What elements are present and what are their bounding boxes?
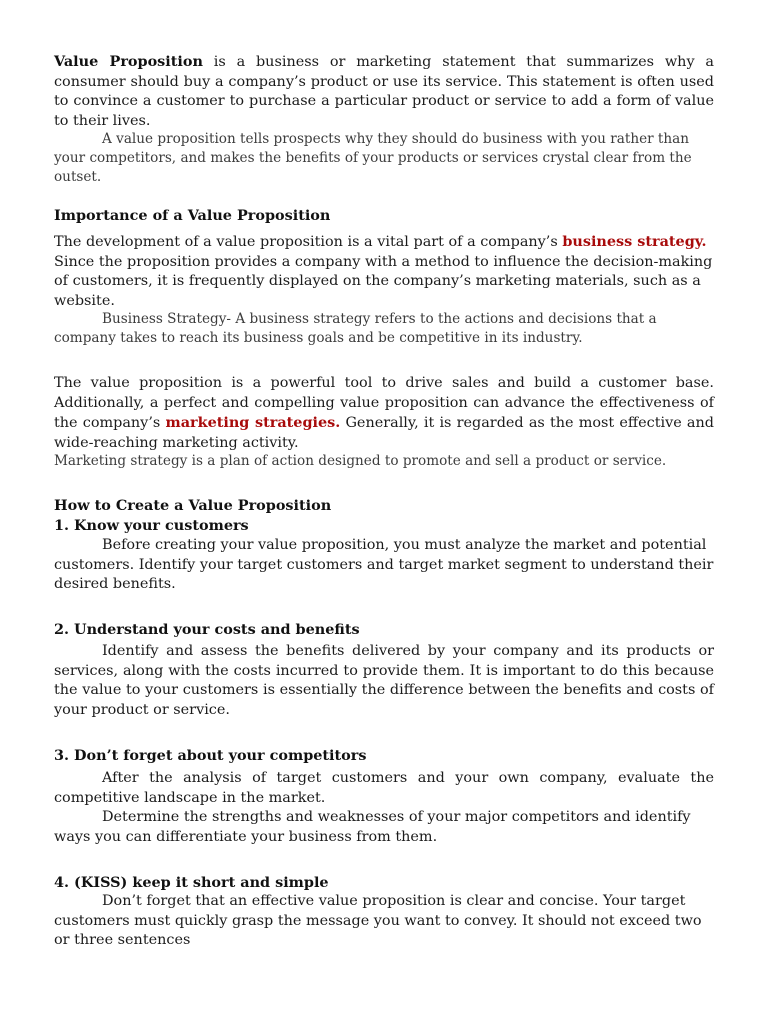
importance-paragraph-1: [54, 232, 714, 311]
importance-p2-after: Generally, it is regarded as the most effective and wide-reaching marketing activity.: [54, 415, 714, 451]
step-1-body: Before creating your value proposition, you must analyze the market and potential customers. Identify your target customers and target market segment to understand their desired benefits.: [54, 537, 714, 593]
step-3-title: 3. Don’t forget about your competitors: [54, 747, 367, 764]
importance-p2-before: The value proposition is a powerful tool to drive sales and build a customer base. Additionally, a perfect and compelling value proposition can advance the effectiveness of the company’s: [54, 375, 714, 432]
intro-paragraph: [54, 52, 714, 131]
marketing-strategies-link[interactable]: marketing strategies.: [165, 414, 341, 432]
importance-heading: Importance of a Value Proposition: [54, 207, 331, 224]
intro-note: A value proposition tells prospects why they should do business with you rather than your competitors, and makes the benefits of your products or services crystal clear from the outset.: [54, 131, 692, 185]
importance-p1-after: Since the proposition provides a company with a method to influence the decision-making of customers, it is frequently displayed on the company’s marketing materials, such as a website.: [54, 253, 713, 309]
step-1-title: 1. Know your customers: [54, 517, 249, 534]
step-2-body: Identify and assess the benefits delivered by your company and its products or services, along with the costs incurred to provide them. It is important to do this because the value to your customers is essentially the difference between the benefits and costs of your product or service.: [54, 643, 714, 718]
step-3-body-2: Determine the strengths and weaknesses of your major competitors and identify ways you can differentiate your business from them.: [54, 809, 691, 845]
marketing-strategy-note: Marketing strategy is a plan of action designed to promote and sell a product or service.: [54, 453, 667, 469]
importance-p1-before: The development of a value proposition is a vital part of a company’s: [54, 234, 563, 250]
business-strategy-link[interactable]: business strategy.: [562, 233, 707, 250]
step-2-title: 2. Understand your costs and benefits: [54, 621, 360, 638]
step-4-body: Don’t forget that an effective value proposition is clear and concise. Your target customers must quickly grasp the message you want to convey. It should not exceed two or three sentences: [54, 893, 702, 949]
business-strategy-note: Business Strategy- A business strategy refers to the actions and decisions that a company takes to reach its business goals and be competitive in its industry.: [54, 311, 657, 346]
step-3-body-1: After the analysis of target customers and your own company, evaluate the competitive landscape in the market.: [54, 770, 714, 806]
step-4-title: 4. (KISS) keep it short and simple: [54, 874, 329, 891]
intro-text: is a business or marketing statement that summarizes why a consumer should buy a company’s product or use its service. This statement is often used to convince a customer to purchase a particular product or service to add a form of value to their lives.: [54, 54, 714, 129]
intro-term: Value Proposition: [54, 53, 203, 70]
importance-paragraph-2: [54, 374, 714, 453]
howto-heading: How to Create a Value Proposition: [54, 497, 332, 514]
